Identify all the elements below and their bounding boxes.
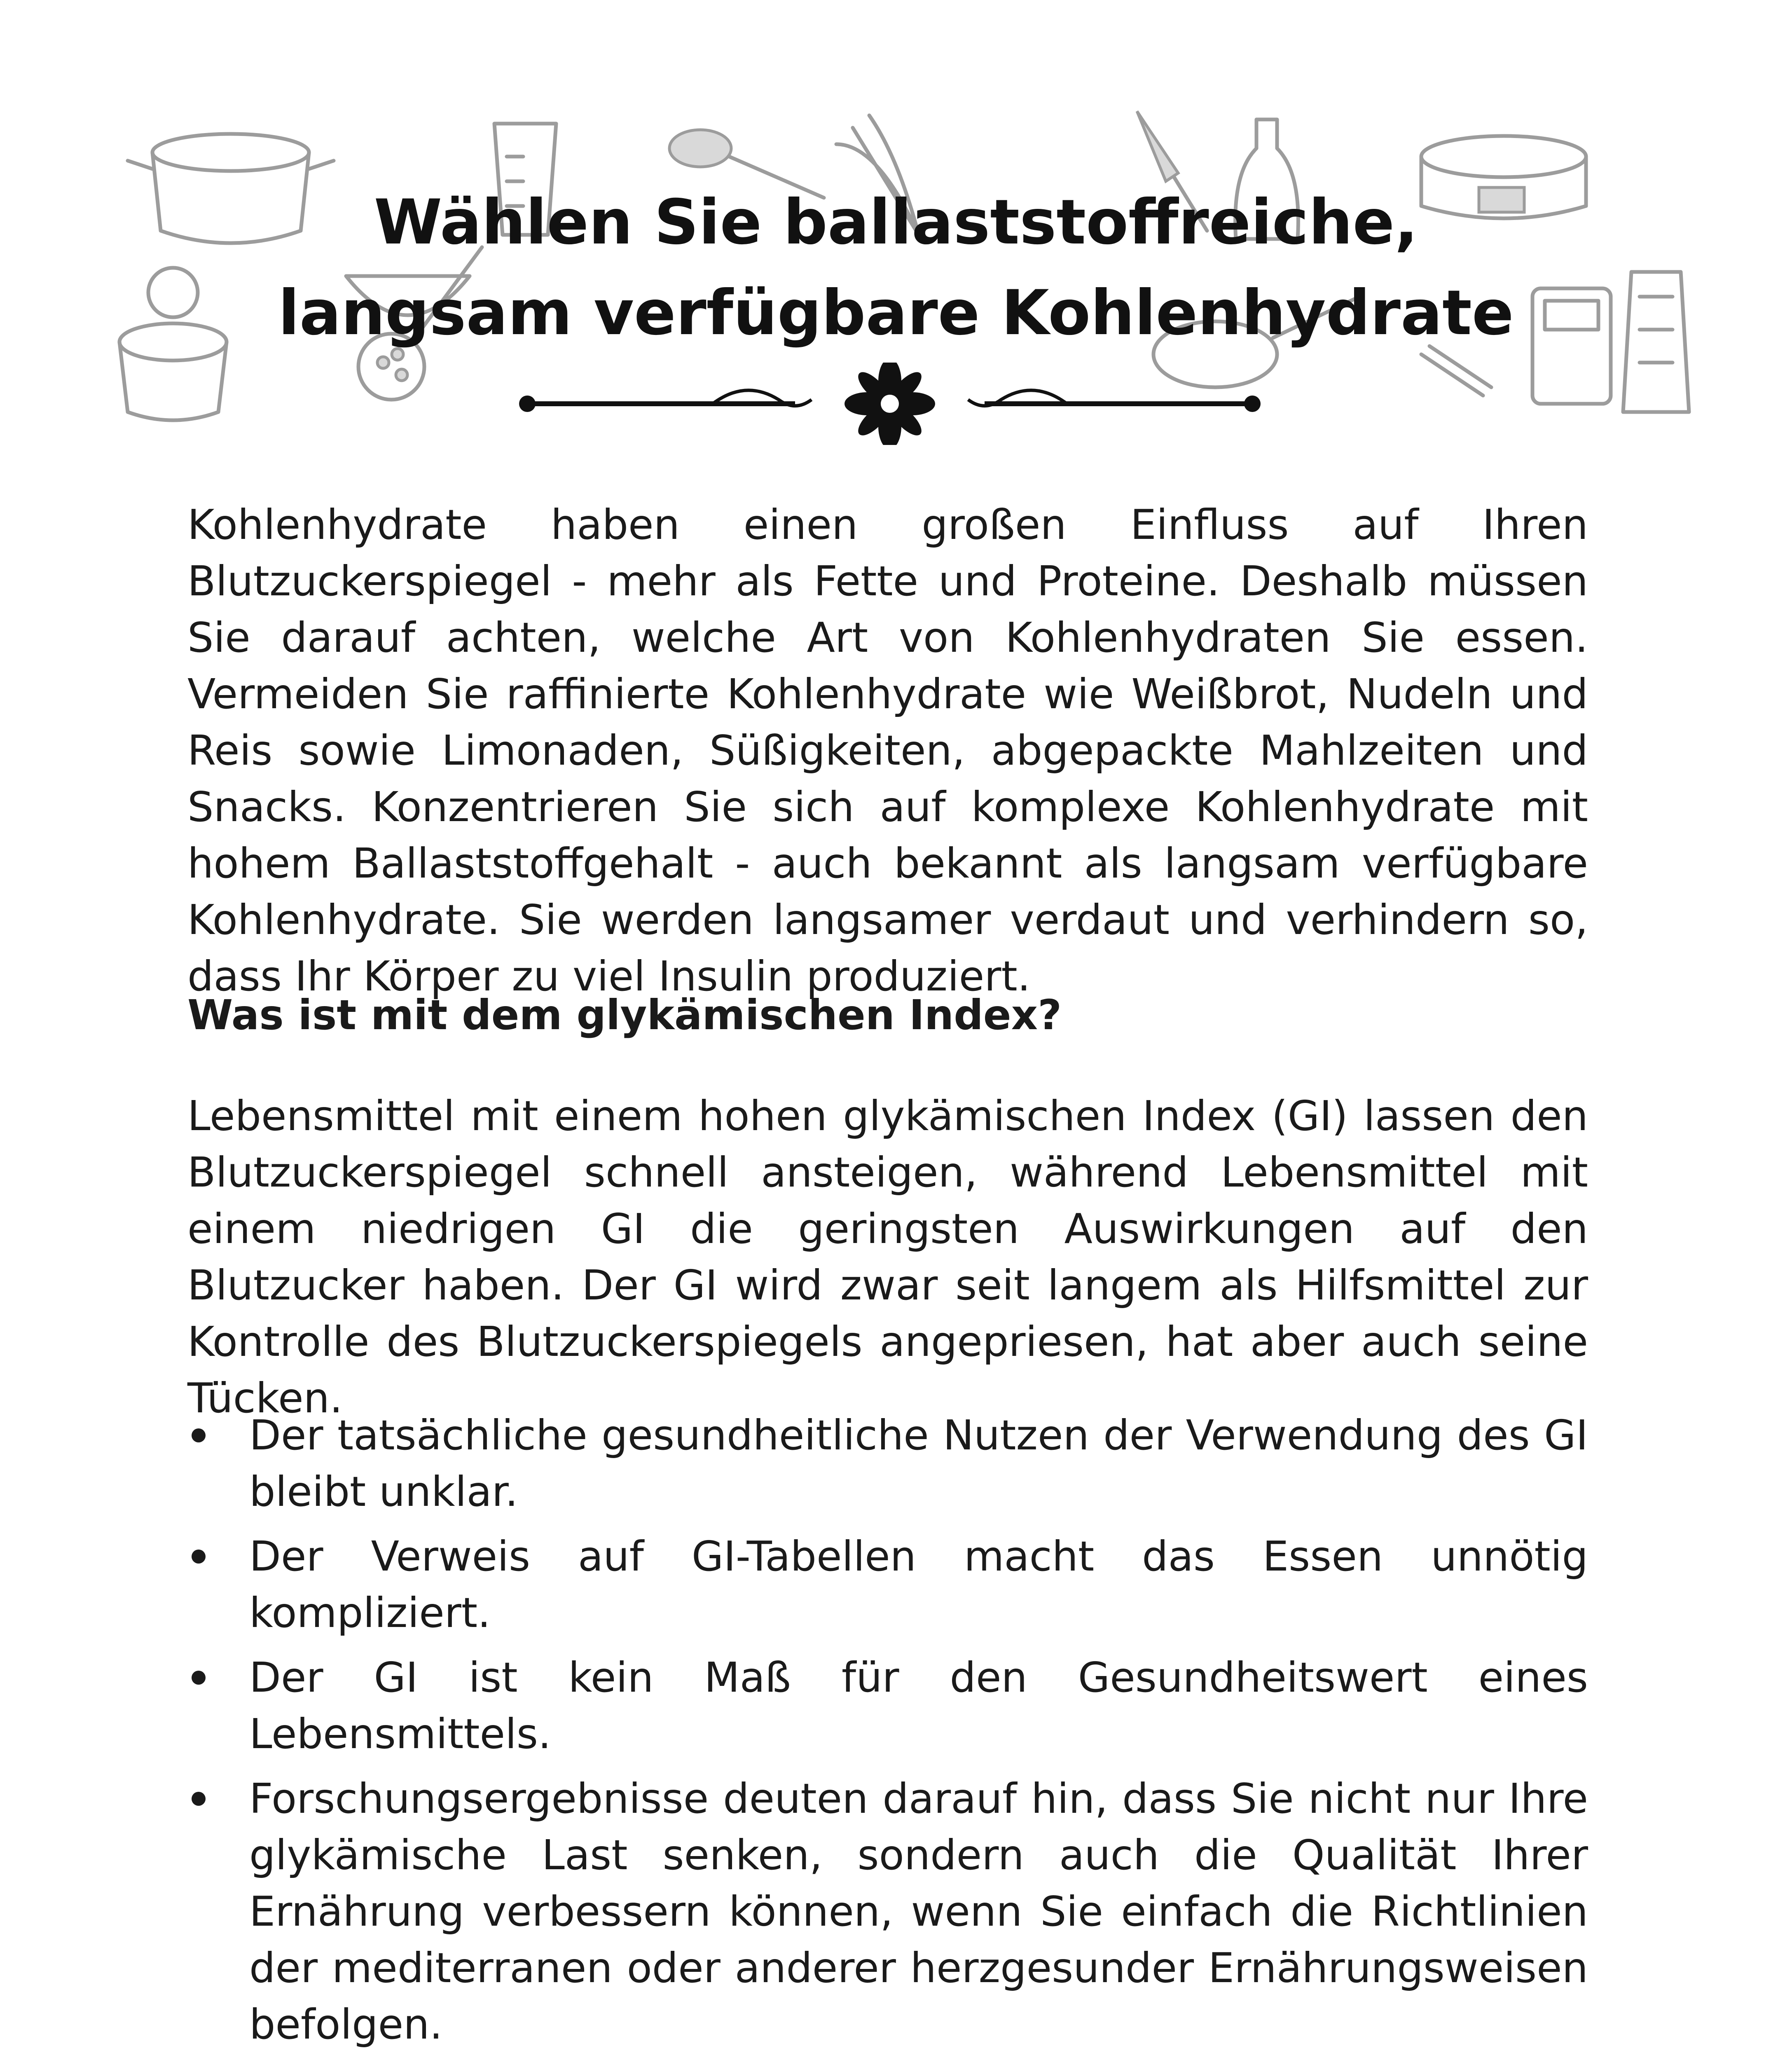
pot-icon xyxy=(119,268,227,420)
bullet-icon xyxy=(192,1428,206,1442)
list-item xyxy=(187,1528,1588,1641)
gi-paragraph: Lebensmittel mit einem hohen glykämischen Index (GI) lassen den Blutzuckerspiegel schnell ansteigen, während Lebensmittel mit einem niedrigen GI die geringsten Auswirkungen auf den Blutzucker haben. Der GI wird zwar seit langem als Hilfsmittel zur Kontrolle des Blutzuckerspiegels angepriesen, hat aber auch seine Tücken. xyxy=(187,1092,1588,1422)
list-item-text: Forschungsergebnisse deuten darauf hin, dass Sie nicht nur Ihre glykämische Last senken, sondern auch die Qualität Ihrer Ernährung verbessern können, wenn Sie einfach die Richtlinien der mediterranen oder anderer herzgesunder Ernährungsweisen befolgen. xyxy=(249,1774,1588,2048)
section-subheading: Was ist mit dem glykämischen Index? xyxy=(187,991,1062,1039)
bullet-icon xyxy=(192,1792,206,1806)
intro-paragraph: Kohlenhydrate haben einen großen Einfluss auf Ihren Blutzuckerspiegel - mehr als Fette und Proteine. Deshalb müssen Sie darauf achten, welche Art von Kohlenhydraten Sie essen. Vermeiden Sie raffinierte Kohlenhydrate wie Weißbrot, Nudeln und Reis sowie Limonaden, Süßigkeiten, abgepackte Mahlzeiten und Snacks. Konzentrieren Sie sich auf komplexe Kohlenhydrate mit hohem Ballaststoffgehalt - auch bekannt als langsam verfügbare Kohlenhydrate. Sie werden langsamer verdaut und verhindern so, dass Ihr Körper zu viel Insulin produziert. xyxy=(187,501,1588,1000)
list-item xyxy=(187,1407,1588,1520)
bullet-list xyxy=(187,1407,1588,2060)
ornamental-divider xyxy=(515,363,1265,445)
divider-ornament-icon xyxy=(519,363,1261,445)
list-item-text: Der Verweis auf GI-Tabellen macht das Essen unnötig kompliziert. xyxy=(249,1532,1588,1637)
list-item-text: Der GI ist kein Maß für den Gesundheitswert eines Lebensmittels. xyxy=(249,1653,1588,1758)
bullet-icon xyxy=(192,1550,206,1564)
list-item xyxy=(187,1649,1588,1762)
page-title: Wählen Sie ballaststoffreiche, langsam verfügbare Kohlenhydrate xyxy=(278,187,1514,349)
grater-icon xyxy=(1623,272,1689,412)
list-item-text: Der tatsächliche gesundheitliche Nutzen der Verwendung des GI bleibt unklar. xyxy=(249,1411,1588,1516)
list-item xyxy=(187,1770,1588,2053)
bullet-icon xyxy=(192,1671,206,1685)
